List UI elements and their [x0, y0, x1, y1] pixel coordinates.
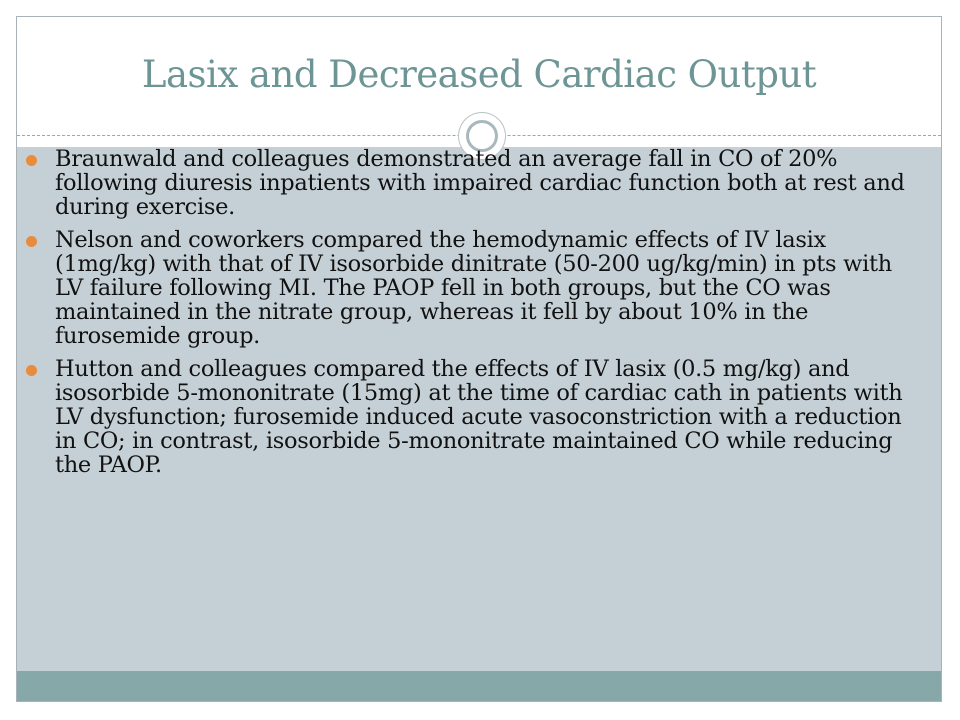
bullet-text: Hutton and colleagues compared the effects of IV lasix (0.5 mg/kg) and isosorbide 5-mononitrate (15mg) at the time of cardiac cath in patients with LV dysfunction; furosemide induced acute vasoconstriction with a reduction in CO; in contrast, isosorbide 5-mononitrate maintained CO while reducing the PAOP.	[55, 356, 903, 478]
slide-title: Lasix and Decreased Cardiac Output	[141, 53, 817, 96]
bullet-item	[26, 147, 906, 219]
bullet-text: Nelson and coworkers compared the hemodynamic effects of IV lasix (1mg/kg) with that of IV isosorbide dinitrate (50-200 ug/kg/min) in pts with LV failure following MI. The PAOP fell in both groups, but the CO was maintained in the nitrate group, whereas it fell by about 10% in the furosemide group.	[55, 227, 892, 349]
bullet-text: Braunwald and colleagues demonstrated an average fall in CO of 20% following diuresis inpatients with impaired cardiac function both at rest and during exercise.	[55, 146, 905, 220]
bullet-dot-icon	[26, 236, 37, 247]
bullet-item	[26, 228, 906, 348]
bullet-list	[26, 147, 906, 486]
bullet-item	[26, 357, 906, 477]
bullet-dot-icon	[26, 155, 37, 166]
footer-band	[17, 671, 941, 701]
bullet-dot-icon	[26, 365, 37, 376]
